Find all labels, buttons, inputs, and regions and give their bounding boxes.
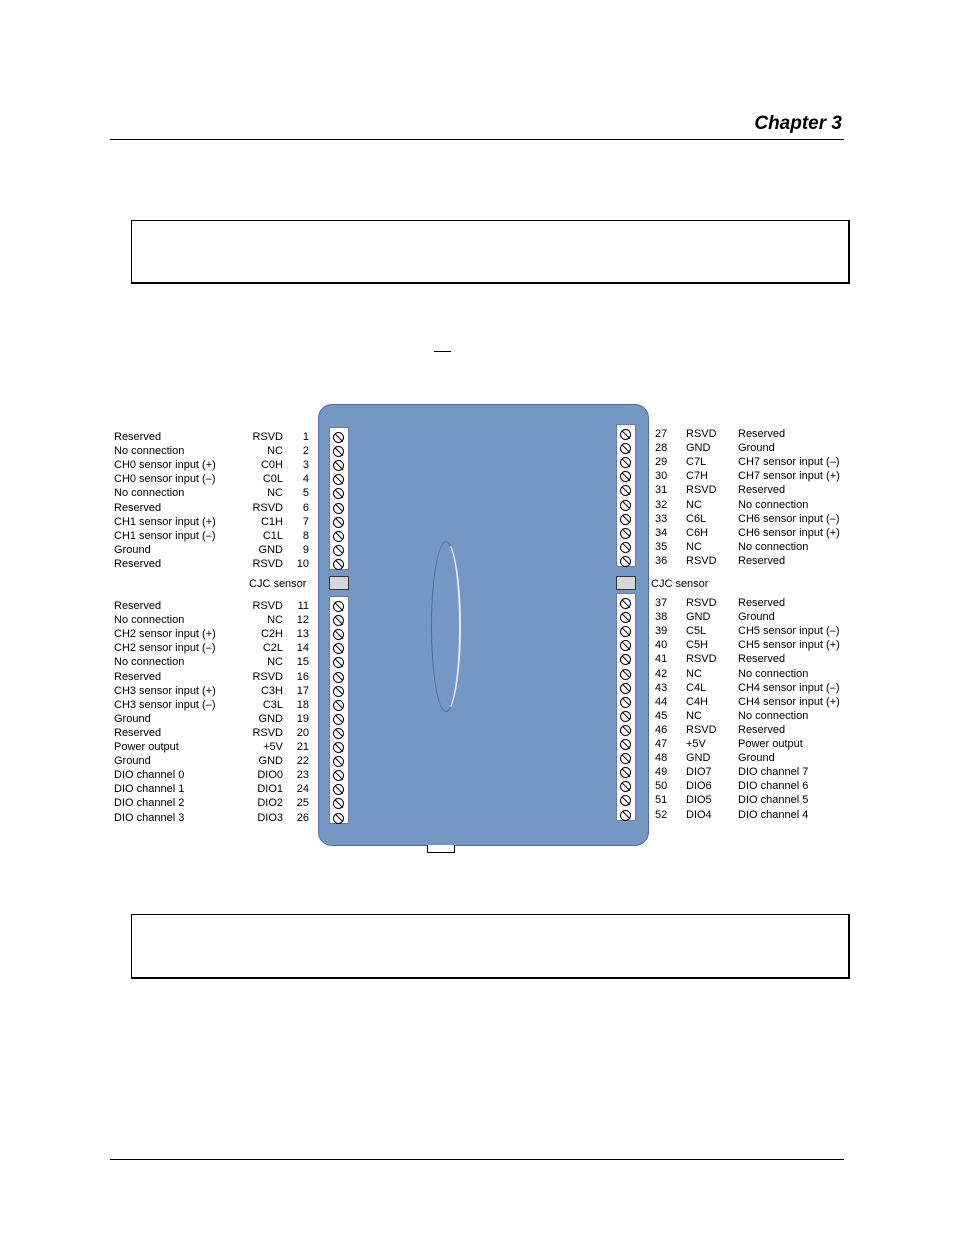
pin-description: CH4 sensor input (+) <box>738 695 840 708</box>
pin-name: C3L <box>262 698 283 711</box>
pin-number: 3 <box>302 459 309 472</box>
pin-number: 31 <box>655 484 668 497</box>
pin-description: Reserved <box>114 501 162 514</box>
terminal-screw-icon <box>333 545 344 556</box>
pin-description: Reserved <box>114 726 162 739</box>
pin-description: CH5 sensor input (+) <box>738 639 840 652</box>
pin-description: Reserved <box>738 597 786 609</box>
terminal-screw-icon <box>620 711 631 722</box>
pin-number: 5 <box>302 487 309 500</box>
pin-number: 29 <box>655 456 668 469</box>
pin-description: Reserved <box>114 557 162 570</box>
pin-description: Reserved <box>738 484 786 497</box>
pin-description: CH1 sensor input (+) <box>114 515 216 528</box>
pin-description: Power output <box>114 741 179 753</box>
terminal-screw-icon <box>333 531 344 542</box>
terminal-screw-icon <box>333 517 344 528</box>
pin-description: Reserved <box>738 554 786 567</box>
pin-number: 48 <box>655 752 668 765</box>
terminal-screw-icon <box>620 514 631 525</box>
terminal-screw-icon <box>333 503 344 514</box>
pin-number: 36 <box>655 554 668 567</box>
pin-description: No connection <box>738 540 809 553</box>
pin-number: 28 <box>655 442 668 455</box>
pin-number: 13 <box>296 628 309 641</box>
pin-number: 21 <box>296 741 309 753</box>
pin-description: DIO channel 3 <box>114 811 185 824</box>
pin-description: Ground <box>738 752 775 765</box>
pin-description: DIO channel 2 <box>114 797 185 810</box>
pin-number: 27 <box>655 428 668 440</box>
pin-name: GND <box>258 755 283 768</box>
cjc-sensor-right <box>616 576 636 590</box>
pin-description: CH4 sensor input (–) <box>738 681 840 694</box>
pin-description: No connection <box>114 614 185 627</box>
terminal-screw-icon <box>333 770 344 781</box>
pin-name: DIO2 <box>257 797 283 810</box>
pin-description: Ground <box>114 712 151 725</box>
pin-name: RSVD <box>686 554 717 567</box>
pin-name: C4L <box>686 681 707 694</box>
pin-description: CH0 sensor input (–) <box>114 473 216 486</box>
terminal-screw-icon <box>333 629 344 640</box>
pin-name: C6H <box>686 526 709 539</box>
pin-description: CH2 sensor input (–) <box>114 642 216 655</box>
terminal-screw-icon <box>333 432 344 443</box>
pin-number: 9 <box>302 543 309 556</box>
terminal-screw-icon <box>620 810 631 821</box>
pin-description: DIO channel 0 <box>114 769 185 782</box>
device-connector-tab <box>427 845 455 853</box>
pin-description: No connection <box>738 667 809 680</box>
terminal-screw-icon <box>620 640 631 651</box>
pin-description: CH3 sensor input (–) <box>114 698 216 711</box>
pin-name: C7H <box>686 470 709 483</box>
pin-description: Ground <box>114 755 151 768</box>
pin-name: RSVD <box>252 557 283 570</box>
pin-name: NC <box>267 656 283 669</box>
pin-number: 34 <box>655 526 668 539</box>
pin-name: RSVD <box>252 600 283 612</box>
terminal-screw-icon <box>333 756 344 767</box>
terminal-screw-icon <box>620 528 631 539</box>
pin-name: NC <box>686 498 702 511</box>
pin-description: CH0 sensor input (+) <box>114 459 216 472</box>
pin-name: C5H <box>686 639 709 652</box>
note-box-top <box>131 220 850 284</box>
terminal-screw-icon <box>333 460 344 471</box>
terminal-screw-icon <box>620 612 631 623</box>
pin-description: CH1 sensor input (–) <box>114 529 216 542</box>
pin-name: GND <box>686 752 711 765</box>
terminal-screw-icon <box>333 813 344 824</box>
pin-number: 42 <box>655 667 668 680</box>
pin-name: RSVD <box>252 726 283 739</box>
terminal-screw-icon <box>333 714 344 725</box>
pin-number: 6 <box>302 501 309 514</box>
pin-number: 35 <box>655 540 668 553</box>
pin-number: 46 <box>655 723 668 736</box>
pin-number: 2 <box>302 445 309 458</box>
pin-description: DIO channel 7 <box>738 766 809 779</box>
terminal-screw-icon <box>333 601 344 612</box>
pin-name: NC <box>686 709 702 722</box>
pin-name: GND <box>686 611 711 624</box>
terminal-screw-icon <box>333 488 344 499</box>
terminal-screw-icon <box>333 784 344 795</box>
header-rule <box>110 139 844 140</box>
underline-mark <box>434 351 451 352</box>
pin-number: 38 <box>655 611 668 624</box>
footer-rule <box>110 1159 844 1160</box>
pin-name: RSVD <box>686 484 717 497</box>
pin-number: 26 <box>296 811 309 824</box>
pin-number: 24 <box>296 783 309 796</box>
note-box-bottom <box>131 914 850 979</box>
terminal-screw-icon <box>620 542 631 553</box>
pin-number: 14 <box>296 642 309 655</box>
pin-name: C0H <box>260 459 283 472</box>
pin-description: DIO channel 6 <box>738 780 809 793</box>
cjc-sensor-left <box>329 576 349 590</box>
pin-number: 11 <box>297 600 309 612</box>
terminal-screw-icon <box>620 767 631 778</box>
pin-name: RSVD <box>686 597 717 609</box>
terminal-screw-icon <box>620 485 631 496</box>
pin-number: 16 <box>296 670 309 683</box>
terminal-screw-icon <box>620 697 631 708</box>
terminal-screw-icon <box>333 643 344 654</box>
pin-number: 40 <box>655 639 668 652</box>
pin-description: Reserved <box>738 428 786 440</box>
pin-name: RSVD <box>252 501 283 514</box>
pin-number: 7 <box>302 515 309 528</box>
pin-description: Reserved <box>738 723 786 736</box>
pin-number: 52 <box>655 808 668 821</box>
pin-name: DIO4 <box>686 808 712 821</box>
pin-name: GND <box>258 543 283 556</box>
pin-number: 20 <box>296 726 309 739</box>
pin-name: C3H <box>260 684 283 697</box>
terminal-screw-icon <box>620 753 631 764</box>
pin-name: NC <box>267 487 283 500</box>
terminal-screw-icon <box>620 654 631 665</box>
pin-number: 32 <box>655 498 668 511</box>
pin-description: Reserved <box>114 431 162 443</box>
pin-description: No connection <box>738 498 809 511</box>
terminal-screw-icon <box>620 795 631 806</box>
pin-number: 51 <box>655 794 668 807</box>
pin-name: NC <box>267 614 283 627</box>
terminal-screw-icon <box>620 471 631 482</box>
terminal-screw-icon <box>333 728 344 739</box>
terminal-screw-icon <box>620 739 631 750</box>
terminal-screw-icon <box>620 429 631 440</box>
pin-number: 43 <box>655 681 668 694</box>
pin-description: CH3 sensor input (+) <box>114 684 216 697</box>
pin-description: Ground <box>738 611 775 624</box>
pin-name: DIO0 <box>257 769 283 782</box>
pin-name: C2L <box>262 642 283 655</box>
pin-name: RSVD <box>686 428 717 440</box>
pin-number: 22 <box>296 755 309 768</box>
pin-number: 8 <box>302 529 309 542</box>
pin-description: Reserved <box>114 600 162 612</box>
pin-number: 19 <box>296 712 309 725</box>
pin-name: DIO3 <box>257 811 283 824</box>
pin-name: NC <box>686 667 702 680</box>
terminal-screw-icon <box>333 474 344 485</box>
pin-number: 47 <box>655 738 668 750</box>
terminal-screw-icon <box>333 615 344 626</box>
terminal-screw-icon <box>333 742 344 753</box>
terminal-screw-icon <box>620 669 631 680</box>
pin-name: RSVD <box>686 723 717 736</box>
pin-name: +5V <box>263 741 283 753</box>
pin-name: GND <box>686 442 711 455</box>
pin-number: 15 <box>296 656 309 669</box>
chapter-heading: Chapter 3 <box>754 113 842 134</box>
terminal-screw-icon <box>333 672 344 683</box>
pin-name: C7L <box>686 456 707 469</box>
pin-number: 18 <box>296 698 309 711</box>
pin-number: 50 <box>655 780 668 793</box>
terminal-screw-icon <box>620 556 631 567</box>
pin-number: 1 <box>302 431 309 443</box>
pin-name: NC <box>267 445 283 458</box>
pin-description: Reserved <box>114 670 162 683</box>
pin-description: Power output <box>738 738 803 750</box>
pin-number: 23 <box>296 769 309 782</box>
pin-number: 33 <box>655 512 668 525</box>
pin-description: Ground <box>738 442 775 455</box>
pin-number: 39 <box>655 625 668 638</box>
terminal-screw-icon <box>620 626 631 637</box>
pin-number: 41 <box>655 653 668 666</box>
pin-name: GND <box>258 712 283 725</box>
terminal-screw-icon <box>620 443 631 454</box>
pin-description: No connection <box>114 487 185 500</box>
cjc-label-left: CJC sensor <box>249 578 307 590</box>
pin-number: 4 <box>302 473 309 486</box>
pin-description: CH2 sensor input (+) <box>114 628 216 641</box>
pin-name: C2H <box>260 628 283 641</box>
pin-name: NC <box>686 540 702 553</box>
terminal-screw-icon <box>620 457 631 468</box>
cjc-label-right: CJC sensor <box>651 578 709 590</box>
pin-name: C1L <box>262 529 283 542</box>
pin-name: DIO7 <box>686 766 712 779</box>
pin-description: No connection <box>738 709 809 722</box>
pin-number: 49 <box>655 766 668 779</box>
terminal-screw-icon <box>620 781 631 792</box>
terminal-screw-icon <box>333 686 344 697</box>
pin-number: 12 <box>296 614 309 627</box>
pin-number: 17 <box>296 684 309 697</box>
terminal-screw-icon <box>620 683 631 694</box>
pin-name: C5L <box>686 625 707 638</box>
pin-description: DIO channel 5 <box>738 794 809 807</box>
pin-description: DIO channel 4 <box>738 808 809 821</box>
pin-number: 30 <box>655 470 668 483</box>
pin-description: CH7 sensor input (+) <box>738 470 840 483</box>
pin-description: CH5 sensor input (–) <box>738 625 840 638</box>
pin-name: C6L <box>686 512 707 525</box>
device-oval-window <box>431 541 461 712</box>
pin-number: 45 <box>655 709 668 722</box>
pin-name: RSVD <box>252 670 283 683</box>
pin-name: +5V <box>686 738 706 750</box>
pin-number: 10 <box>296 557 309 570</box>
pin-name: C0L <box>262 473 283 486</box>
pin-description: Ground <box>114 543 151 556</box>
terminal-screw-icon <box>333 700 344 711</box>
pin-name: RSVD <box>252 431 283 443</box>
pin-name: C1H <box>260 515 283 528</box>
terminal-screw-icon <box>333 657 344 668</box>
pin-name: DIO1 <box>257 783 283 796</box>
pin-description: DIO channel 1 <box>114 783 185 796</box>
pin-name: DIO5 <box>686 794 712 807</box>
pin-description: No connection <box>114 445 185 458</box>
pin-description: CH7 sensor input (–) <box>738 456 840 469</box>
terminal-screw-icon <box>620 500 631 511</box>
terminal-screw-icon <box>333 446 344 457</box>
pin-description: Reserved <box>738 653 786 666</box>
pin-name: RSVD <box>686 653 717 666</box>
pin-number: 25 <box>296 797 309 810</box>
pin-number: 37 <box>655 597 668 609</box>
pin-number: 44 <box>655 695 668 708</box>
terminal-screw-icon <box>333 798 344 809</box>
pin-description: No connection <box>114 656 185 669</box>
device-body <box>318 404 649 846</box>
pin-name: C4H <box>686 695 709 708</box>
terminal-screw-icon <box>620 725 631 736</box>
terminal-screw-icon <box>620 598 631 609</box>
pin-description: CH6 sensor input (+) <box>738 526 840 539</box>
terminal-screw-icon <box>333 559 344 570</box>
pin-description: CH6 sensor input (–) <box>738 512 840 525</box>
pin-name: DIO6 <box>686 780 712 793</box>
